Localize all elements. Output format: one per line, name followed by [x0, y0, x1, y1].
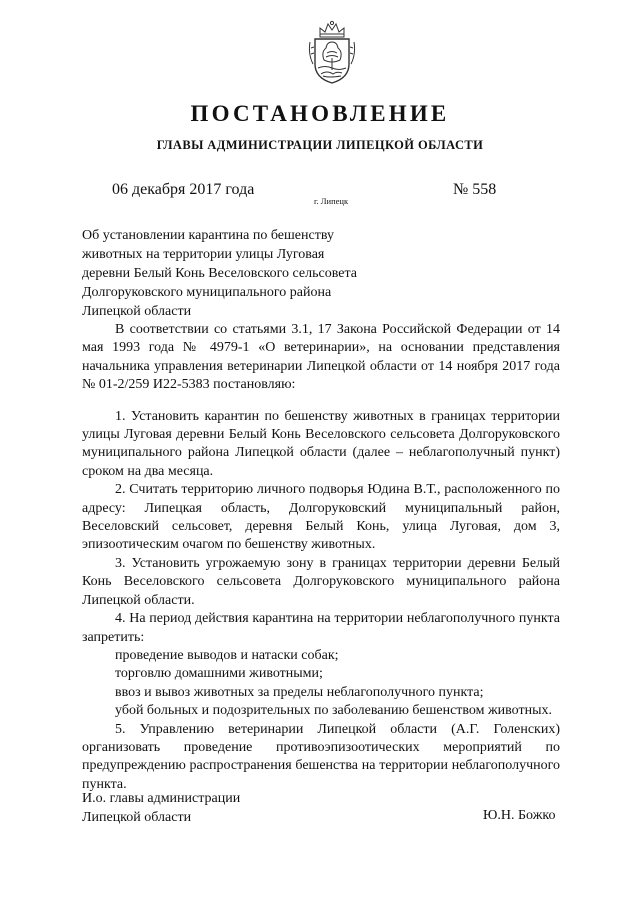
item-paragraph: 4. На период действия карантина на территории неблагополучного пункта запретить:	[82, 611, 560, 645]
issuer-subtitle: ГЛАВЫ АДМИНИСТРАЦИИ ЛИПЕЦКОЙ ОБЛАСТИ	[156, 138, 484, 152]
document-subject	[82, 226, 357, 321]
subject-line: деревни Белый Конь Веселовского сельсовета	[82, 266, 357, 281]
prohibition-line: проведение выводов и натаски собак;	[115, 647, 339, 663]
signatory-name: Ю.Н. Божко	[483, 808, 556, 823]
document-body	[82, 321, 560, 794]
prohibition-line: торговлю домашними животными;	[115, 666, 323, 682]
subject-line: животных на территории улицы Луговая	[82, 247, 325, 262]
signatory-position-line: И.о. главы администрации	[82, 791, 241, 806]
coat-of-arms-icon	[307, 20, 357, 86]
preamble-paragraph: В соответствии со статьями 3.1, 17 Закона Российской Федерации от 14 мая 1993 года № 4979-1 «О ветеринарии», на основании представления начальника управления ветеринарии Липецкой области от 14 ноября 2017 года № 01-2/259 И22-5383 постановляю:	[82, 322, 560, 393]
subject-line: Долгоруковского муниципального района	[82, 285, 332, 300]
subject-line: Липецкой области	[82, 304, 192, 319]
document-title: ПОСТАНОВЛЕНИЕ	[190, 101, 450, 126]
document-number: № 558	[453, 181, 497, 198]
prohibition-line: ввоз и вывоз животных за пределы неблагополучного пункта;	[115, 684, 484, 700]
item-paragraph: 5. Управлению ветеринарии Липецкой области (А.Г. Голенских) организовать проведение противоэпизоотических мероприятий по предупреждению распространения бешенства на территории неблагополучного пункта.	[82, 721, 560, 792]
document-date: 06 декабря 2017 года	[112, 181, 255, 198]
item-paragraph: 1. Установить карантин по бешенству животных в границах территории улицы Луговая деревни Белый Конь Веселовского сельсовета Долгоруковского муниципального района Липецкой области (далее – неблагополучный пункт) сроком на два месяца.	[82, 408, 560, 479]
prohibition-line: убой больных и подозрительных по заболеванию бешенством животных.	[115, 703, 553, 719]
document-city: г. Липецк	[314, 196, 349, 206]
item-paragraph: 3. Установить угрожаемую зону в границах территории деревни Белый Конь Веселовского сельсовета Долгоруковского муниципального района Липецкой области.	[82, 555, 560, 608]
signatory-position-line: Липецкой области	[82, 810, 192, 825]
subject-line: Об установлении карантина по бешенству	[82, 228, 334, 243]
item-paragraph: 2. Считать территорию личного подворья Юдина В.Т., расположенного по адресу: Липецкая область, Долгоруковский муниципальный район, Веселовский сельсовет, деревня Белый Конь, улица Луговая, дом 3, эпизоотическим очагом по бешенству животных.	[82, 482, 560, 553]
signatory-position	[82, 789, 240, 827]
